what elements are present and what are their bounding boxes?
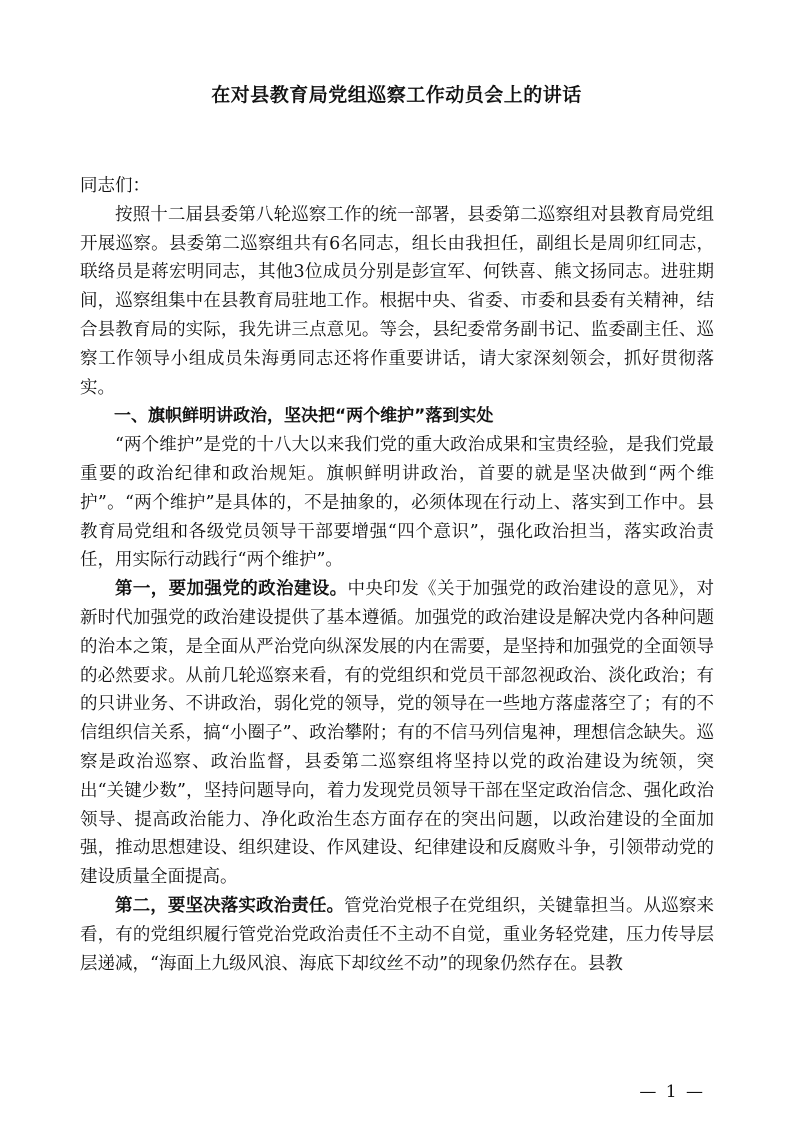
point1-paragraph [80,575,714,892]
salutation: 同志们： [80,176,150,196]
point2-paragraph [80,892,714,978]
section-heading-1: 一、旗帜鲜明讲政治，坚决把“两个维护”落到实处 [114,406,494,427]
point2-lead: 第二，要坚决落实政治责任。 [115,895,345,916]
intro-paragraph: 按照十二届县委第八轮巡察工作的统一部署，县委第二巡察组对县教育局党组开展巡察。县委第二巡察组共有6名同志，组长由我担任，副组长是周卯红同志，联络员是蒋宏明同志，其他3位成员分别是彭宣军、何铁喜、熊文扬同志。进驻期间，巡察组集中在县教育局驻地工作。根据中央、省委、市委和县委有关精神，结合县教育局的实际，我先讲三点意见。等会，县纪委常务副书记、监委副主任、巡察工作领导小组成员朱海勇同志还将作重要讲话，请大家深刻领会，抓好贯彻落实。 [80,204,714,398]
point1-text: 中央印发《关于加强党的政治建设的意见》，对新时代加强党的政治建设提供了基本遵循。加强党的政治建设是解决党内各种问题的治本之策，是全面从严治党向纵深发展的内在需要，是坚持和加强党的全面领导的必然要求。从前几轮巡察来看，有的党组织和党员干部忽视政治、淡化政治；有的只讲业务、不讲政治，弱化党的领导，党的领导在一些地方落虚落空了；有的不信组织信关系，搞“小圈子”、政治攀附；有的不信马列信鬼神，理想信念缺失。巡察是政治巡察、政治监督，县委第二巡察组将坚持以党的政治建设为统领，突出“关键少数”，坚持问题导向，着力发现党员领导干部在坚定政治信念、强化政治领导、提高政治能力、净化政治生态方面存在的突出问题，以政治建设的全面加强，推动思想建设、组织建设、作风建设、纪律建设和反腐败斗争，引领带动党的建设质量全面提高。 [80,579,715,888]
document-title: 在对县教育局党组巡察工作动员会上的讲话 [211,84,582,106]
point1-lead: 第一，要加强党的政治建设。 [115,579,348,600]
document-body [80,172,714,978]
point2-text: 管党治党根子在党组织，关键靠担当。从巡察来看，有的党组织履行管党治党政治责任不主动不自觉，重业务轻党建，压力传导层层递减，“海面上九级风浪、海底下却纹丝不动”的现象仍然存在。县教 [80,895,715,974]
page-number: — 1 — [639,1082,705,1102]
section1-paragraph: “两个维护”是党的十八大以来我们党的重大政治成果和宝贵经验，是我们党最重要的政治纪律和政治规矩。旗帜鲜明讲政治，首要的就是坚决做到“两个维护”。“两个维护”是具体的，不是抽象的，必须体现在行动上、落实到工作中。县教育局党组和各级党员领导干部要增强“四个意识”，强化政治担当，落实政治责任，用实际行动践行“两个维护”。 [80,435,714,571]
